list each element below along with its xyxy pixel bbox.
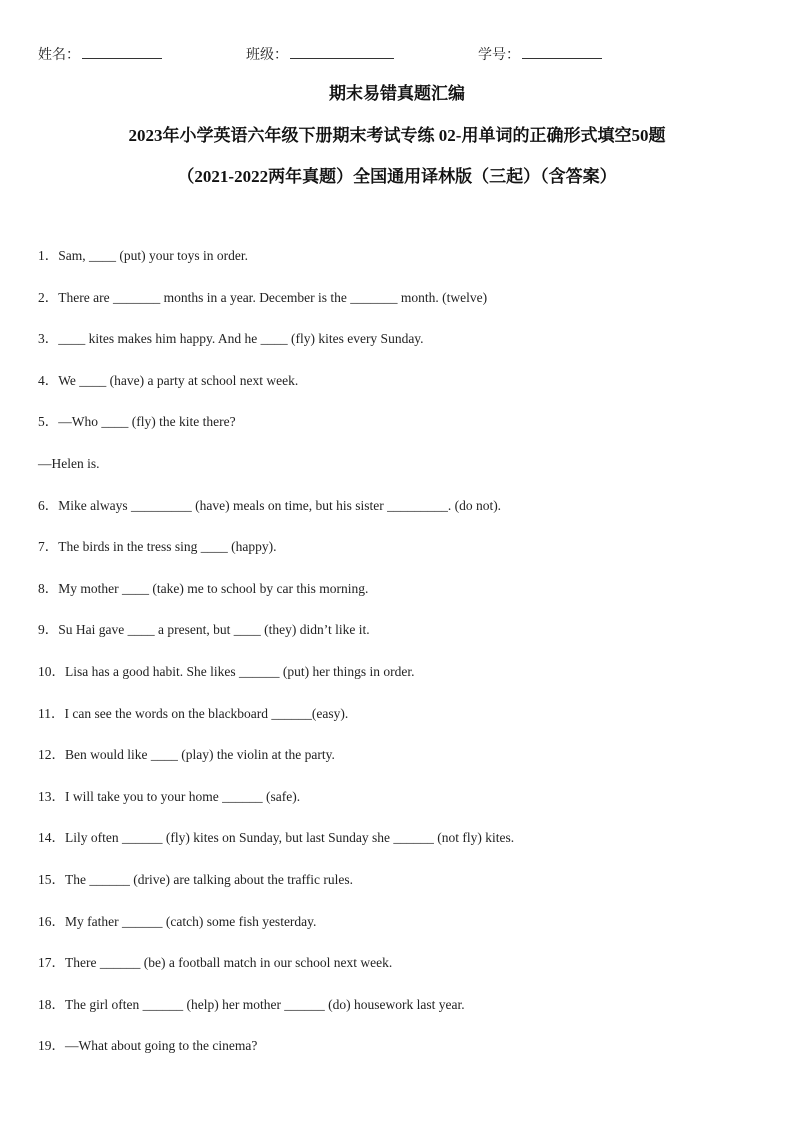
doc-title-main: 期末易错真题汇编 [329, 84, 465, 103]
question-item: 12．Ben would like ____ (play) the violin at the party. [38, 747, 335, 763]
question-item: 19．—What about going to the cinema? [38, 1038, 258, 1054]
student-id-label: 学号： [478, 48, 520, 63]
student-info-header [38, 44, 758, 66]
student-id-blank[interactable] [522, 45, 602, 59]
question-item: 13．I will take you to your home ______ (safe). [38, 788, 301, 804]
name-field [38, 44, 162, 64]
question-item: 1．Sam, ____ (put) your toys in order. [38, 248, 248, 263]
question-item: 4．We ____ (have) a party at school next week. [38, 372, 299, 388]
class-field [246, 44, 394, 64]
class-blank[interactable] [290, 45, 394, 59]
question-item: 2．There are _______ months in a year. December is the _______ month. (twelve) [38, 289, 488, 305]
question-item: —Helen is. [38, 455, 100, 471]
doc-title-sub: 2023年小学英语六年级下册期末考试专练 02-用单词的正确形式填空50题 [128, 126, 666, 145]
question-item: 6．Mike always _________ (have) meals on time, but his sister _________. (do not). [38, 497, 502, 513]
name-blank[interactable] [82, 45, 162, 59]
question-item: 5．—Who ____ (fly) the kite there? [38, 414, 236, 430]
class-label: 班级： [246, 48, 288, 63]
question-item: 17．There ______ (be) a football match in our school next week. [38, 955, 393, 971]
question-item: 16．My father ______ (catch) some fish yesterday. [38, 913, 317, 929]
question-item: 11．I can see the words on the blackboard ______(easy). [38, 705, 349, 721]
question-item: 18．The girl often ______ (help) her mother ______ (do) housework last year. [38, 996, 465, 1012]
doc-title-edition: （2021-2022两年真题）全国通用译林版（三起）（含答案） [177, 167, 617, 186]
question-item: 10．Lisa has a good habit. She likes ______ (put) her things in order. [38, 663, 415, 679]
question-item: 3．____ kites makes him happy. And he ____ (fly) kites every Sunday. [38, 331, 424, 347]
question-item: 15．The ______ (drive) are talking about the traffic rules. [38, 871, 354, 887]
question-item: 14．Lily often ______ (fly) kites on Sunday, but last Sunday she ______ (not fly) kites. [38, 830, 515, 846]
question-item: 8．My mother ____ (take) me to school by car this morning. [38, 580, 369, 596]
name-label: 姓名： [38, 48, 80, 63]
student-id-field [478, 44, 602, 64]
question-item: 9．Su Hai gave ____ a present, but ____ (they) didn’t like it. [38, 622, 370, 638]
question-list [38, 247, 758, 1079]
question-item: 7．The birds in the tress sing ____ (happy). [38, 539, 277, 555]
